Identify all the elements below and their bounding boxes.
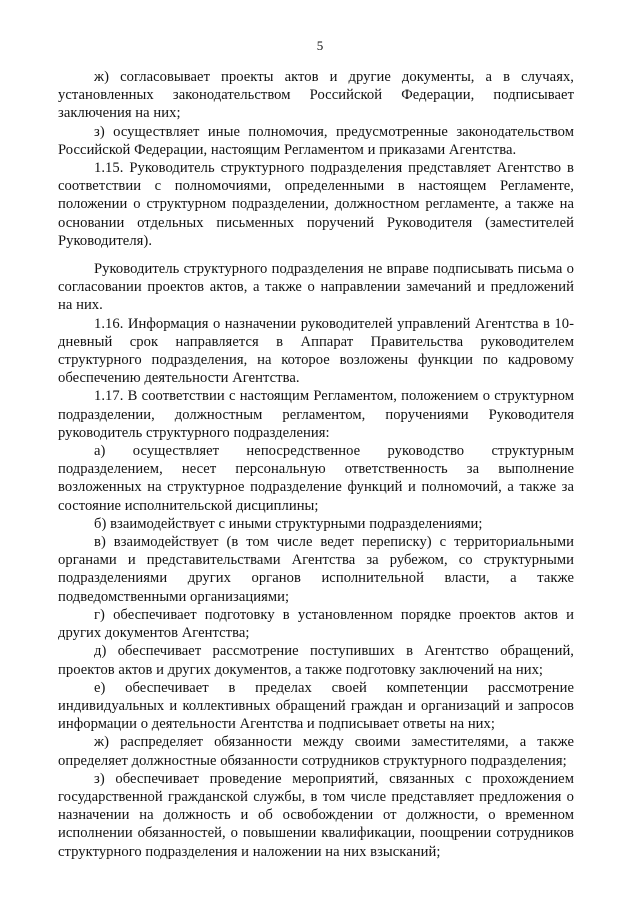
document-body [58, 68, 574, 861]
paragraph-not-entitled: Руководитель структурного подразделения не вправе подписывать письма о согласовании проектов актов, а также о направлении замечаний и предложений на них. [58, 261, 574, 314]
paragraph-1-15: 1.15. Руководитель структурного подразделения представляет Агентство в соответствии с полномочиями, определенными в настоящем Регламенте, положении о структурном подразделении, должностном регламенте, а также на основании отдельных письменных поручений Руководителя (заместителей Руководителя). [58, 160, 574, 249]
paragraph-zh-approves: ж) согласовывает проекты актов и другие документы, а в случаях, установленных законодательством Российской Федерации, подписывает заключения на них; [58, 69, 574, 122]
paragraph-1-17: 1.17. В соответствии с настоящим Регламентом, положением о структурном подразделении, должностным регламентом, поручениями Руководителя руководитель структурного подразделения: [58, 388, 574, 441]
paragraph-1-16: 1.16. Информация о назначении руководителей управлений Агентства в 10-дневный срок направляется в Аппарат Правительства руководителем структурного подразделения, на которое возложены функции по кадровому обеспечению деятельности Агентства. [58, 315, 574, 387]
paragraph-zh-distributes-duties: ж) распределяет обязанности между своими заместителями, а также определяет должностные обязанности сотрудников структурного подразделения; [58, 734, 574, 769]
paragraph-b-interacts: б) взаимодействует с иными структурными подразделениями; [94, 515, 483, 532]
page-number: 5 [316, 38, 324, 53]
paragraph-e-appeals: е) обеспечивает в пределах своей компетенции рассмотрение индивидуальных и коллективных обращений граждан и организаций и запросов информации о деятельности Агентства и подписывает ответы на них; [58, 679, 574, 733]
paragraph-z-other-powers: з) осуществляет иные полномочия, предусмотренные законодательством Российской Федерации, настоящим Регламентом и приказами Агентства. [58, 123, 574, 158]
paragraph-d-reviews: д) обеспечивает рассмотрение поступивших в Агентство обращений, проектов актов и других документов, а также подготовку заключений на них; [58, 643, 574, 678]
paragraph-a-direct-management: а) осуществляет непосредственное руководство структурным подразделением, несет персональную ответственность за выполнение возложенных на структурное подразделение функций и полномочий, а также за состояние исполнительской дисциплины; [58, 443, 574, 514]
paragraph-z-civil-service: з) обеспечивает проведение мероприятий, связанных с прохождением государственной гражданской службы, в том числе представляет предложения о назначении на должность и об освобождении от должности, о временном исполнении обязанностей, о повышении квалификации, поощрении сотрудников структурного подразделения и наложении на них взысканий; [58, 770, 574, 860]
paragraph-g-prepares-acts: г) обеспечивает подготовку в установленном порядке проектов актов и других документов Агентства; [58, 606, 574, 642]
paragraph-v-interacts-territorial: в) взаимодействует (в том числе ведет переписку) с территориальными органами и представительствами Агентства за рубежом, со структурными подразделениями других органов исполнительной власти, а также подведомственными организациями; [58, 534, 574, 605]
